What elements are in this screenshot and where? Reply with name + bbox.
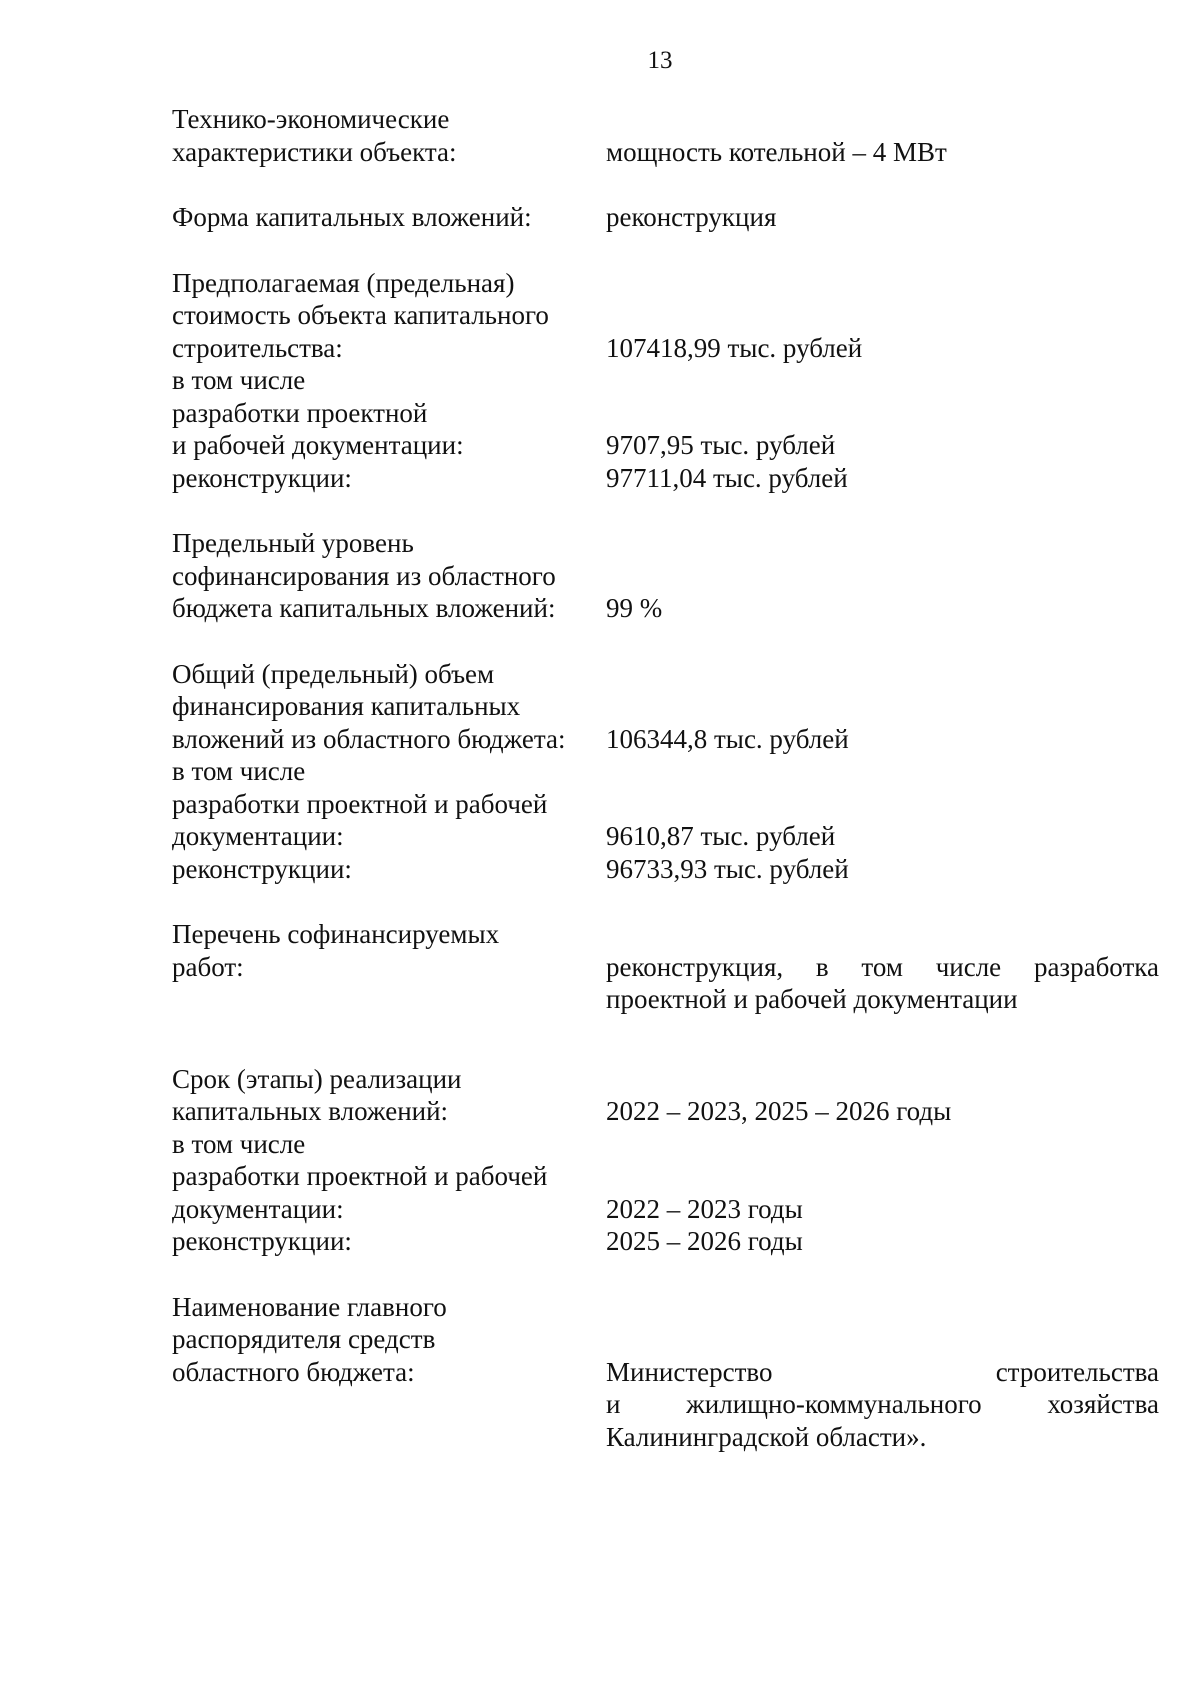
terms-label-line-5: документации: [172,1193,344,1224]
entry-terms [172,1063,1166,1258]
volume-label-line-1: Общий (предельный) объем [172,658,495,689]
cost-label-line-1: Предполагаемая (предельная) [172,267,515,298]
cost-label-line-3: строительства: [172,332,343,363]
works-word: разработка [1033,951,1159,982]
volume-label-line-5: разработки проектной и рабочей [172,788,548,819]
cost-label-line-6: и рабочей документации: [172,430,464,460]
manager-label-line-2: распорядителя средств [172,1324,436,1354]
terms-label-line-2: капитальных вложений: [172,1096,449,1126]
manager-label-line-3: областного бюджета: [172,1356,415,1387]
entry-form [172,201,1166,234]
manager-word: строительства [995,1356,1159,1387]
volume-label-line-3: вложений из областного бюджета: [172,723,566,754]
volume-label-line-2: финансирования капитальных [172,691,521,721]
manager-value-line-2 [606,1388,1159,1421]
entry-manager [172,1291,1166,1454]
entry-cost [172,267,1166,495]
terms-total-value: 2022 – 2023, 2025 – 2026 годы [606,1096,952,1126]
characteristics-label-line-2: характеристики объекта: [172,136,457,167]
works-word: числе [935,951,1002,982]
cofinancing-label-line-2: софинансирования из областного [172,560,556,591]
manager-label-line-1: Наименование главного [172,1291,447,1322]
works-value-line-1 [606,951,1159,984]
volume-label-line-7: реконструкции: [172,853,352,884]
manager-value-line-3: Калининградской области». [606,1421,927,1452]
entry-cofinancing [172,527,1166,625]
cost-label-line-7: реконструкции: [172,462,352,493]
terms-label-line-6: реконструкции: [172,1226,352,1256]
volume-label-line-6: документации: [172,821,344,851]
cost-label-line-5: разработки проектной [172,397,428,428]
cost-reconstruction-value: 97711,04 тыс. рублей [606,462,848,493]
works-label-line-2: работ: [172,951,244,982]
terms-label-line-1: Срок (этапы) реализации [172,1063,462,1094]
terms-label-line-3: в том числе [172,1128,306,1159]
volume-total-value: 106344,8 тыс. рублей [606,723,849,754]
entry-works [172,918,1166,1016]
cofinancing-label-line-1: Предельный уровень [172,528,414,558]
terms-label-line-4: разработки проектной и рабочей [172,1161,548,1191]
terms-reconstruction-value: 2025 – 2026 годы [606,1226,803,1256]
works-word: реконструкция, [606,951,784,982]
entry-characteristics [172,103,1166,168]
form-value: реконструкция [606,202,777,232]
volume-reconstruction-value: 96733,93 тыс. рублей [606,853,849,884]
works-value-line-2: проектной и рабочей документации [606,984,1018,1014]
characteristics-label-line-1: Технико-экономические [172,104,450,134]
volume-label-line-4: в том числе [172,756,306,786]
form-label: Форма капитальных вложений: [172,202,532,232]
manager-value-line-1 [606,1356,1159,1389]
cofinancing-label-line-3: бюджета капитальных вложений: [172,593,556,623]
passport-details [172,103,1166,1453]
cost-design-value: 9707,95 тыс. рублей [606,430,836,460]
cofinancing-value: 99 % [606,593,663,623]
terms-design-value: 2022 – 2023 годы [606,1193,803,1224]
cost-total-value: 107418,99 тыс. рублей [606,332,863,363]
manager-word: хозяйства [1047,1389,1159,1419]
works-word: в [815,951,829,982]
page-number: 13 [647,47,673,74]
manager-word: жилищно-коммунального [686,1389,982,1419]
volume-design-value: 9610,87 тыс. рублей [606,821,836,851]
cost-label-line-2: стоимость объекта капитального [172,300,549,330]
works-word: том [861,951,903,982]
entry-volume [172,658,1166,886]
works-label-line-1: Перечень софинансируемых [172,919,500,949]
cost-label-line-4: в том числе [172,365,306,395]
characteristics-value: мощность котельной – 4 МВт [606,136,947,167]
manager-word: и [606,1389,621,1419]
manager-word: Министерство [606,1356,773,1387]
